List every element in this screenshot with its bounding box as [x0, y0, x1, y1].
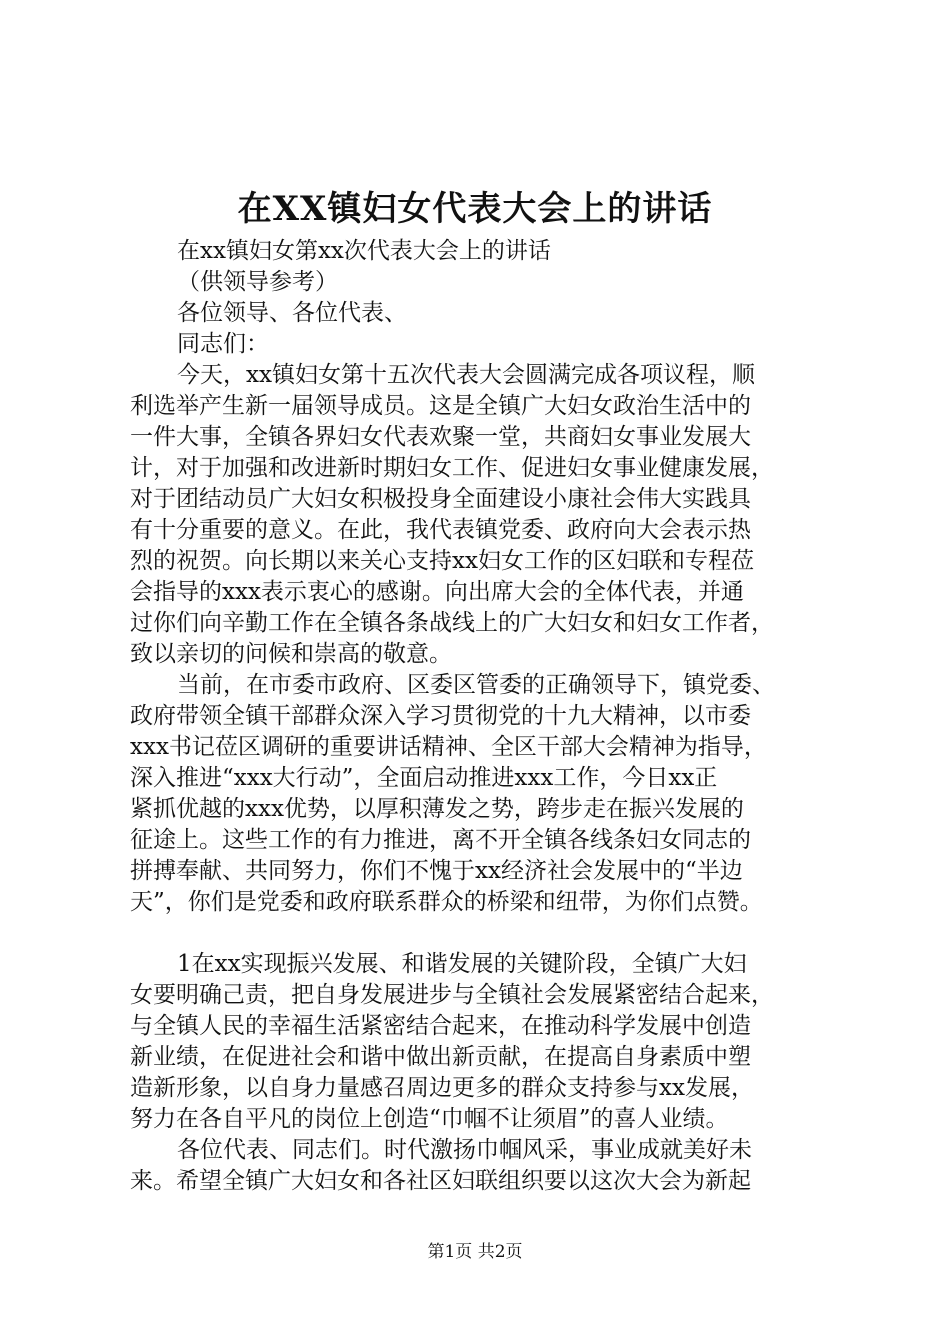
body-text-line: 女要明确己责，把自身发展进步与全镇社会发展紧密结合起来，: [130, 982, 774, 1008]
body-text-line: 致以亲切的问候和崇高的敬意。: [130, 641, 452, 667]
body-text-line: 造新形象，以自身力量感召周边更多的群众支持参与xx发展，: [130, 1075, 754, 1101]
body-text-line: 征途上。这些工作的有力推进，离不开全镇各线条妇女同志的: [130, 827, 751, 853]
body-text-line: xxx书记莅区调研的重要讲话精神、全区干部大会精神为指导，: [130, 734, 767, 760]
body-text-line: 当前，在市委市政府、区委区管委的正确领导下，镇党委、: [177, 672, 775, 698]
body-text-line: 拼搏奉献、共同努力，你们不愧于xx经济社会发展中的“半边: [130, 858, 743, 884]
blank-line: [130, 918, 850, 949]
body-text-line: 努力在各自平凡的岗位上创造“巾帼不让须眉”的喜人业绩。: [130, 1106, 729, 1132]
body-text-line: 政府带领全镇干部群众深入学习贯彻党的十九大精神，以市委: [130, 703, 751, 729]
body-text-line: 会指导的xxx表示衷心的感谢。向出席大会的全体代表，并通: [130, 579, 744, 605]
body-text-line: 紧抓优越的xxx优势，以厚积薄发之势，跨步走在振兴发展的: [130, 796, 744, 822]
body-text-line: 1在xx实现振兴发展、和谐发展的关键阶段，全镇广大妇: [177, 951, 747, 977]
document-body: [130, 236, 850, 1197]
body-text-line: 来。希望全镇广大妇女和各社区妇联组织要以这次大会为新起: [130, 1168, 751, 1194]
body-text-line: 与全镇人民的幸福生活紧密结合起来，在推动科学发展中创造: [130, 1013, 751, 1039]
body-text-line: 深入推进“xxx大行动”，全面启动推进xxx工作，今日xx正: [130, 765, 718, 791]
body-text-line: 今天，xx镇妇女第十五次代表大会圆满完成各项议程，顺: [177, 362, 755, 388]
body-text-line: （供领导参考）: [177, 269, 338, 295]
body-text-line: 新业绩，在促进社会和谐中做出新贡献，在提高自身素质中塑: [130, 1044, 751, 1070]
body-text-line: 对于团结动员广大妇女积极投身全面建设小康社会伟大实践具: [130, 486, 751, 512]
body-text-line: 同志们：: [177, 331, 269, 357]
body-text-line: 利选举产生新一届领导成员。这是全镇广大妇女政治生活中的: [130, 393, 751, 419]
body-text-line: 一件大事，全镇各界妇女代表欢聚一堂，共商妇女事业发展大: [130, 424, 751, 450]
document-title: 在XX镇妇女代表大会上的讲话: [237, 189, 713, 229]
body-text-line: 天”，你们是党委和政府联系群众的桥梁和纽带，为你们点赞。: [130, 889, 763, 915]
body-text-line: 烈的祝贺。向长期以来关心支持xx妇女工作的区妇联和专程莅: [130, 548, 754, 574]
body-text-line: 各位领导、各位代表、: [177, 300, 407, 326]
body-text-line: 过你们向辛勤工作在全镇各条战线上的广大妇女和妇女工作者，: [130, 610, 774, 636]
body-text-line: 各位代表、同志们。时代激扬巾帼风采，事业成就美好未: [177, 1137, 752, 1163]
page-footer: 第1页 共2页: [427, 1242, 523, 1262]
body-text-line: 计，对于加强和改进新时期妇女工作、促进妇女事业健康发展，: [130, 455, 774, 481]
body-text-line: 在xx镇妇女第xx次代表大会上的讲话: [177, 238, 551, 264]
body-text-line: 有十分重要的意义。在此，我代表镇党委、政府向大会表示热: [130, 517, 751, 543]
